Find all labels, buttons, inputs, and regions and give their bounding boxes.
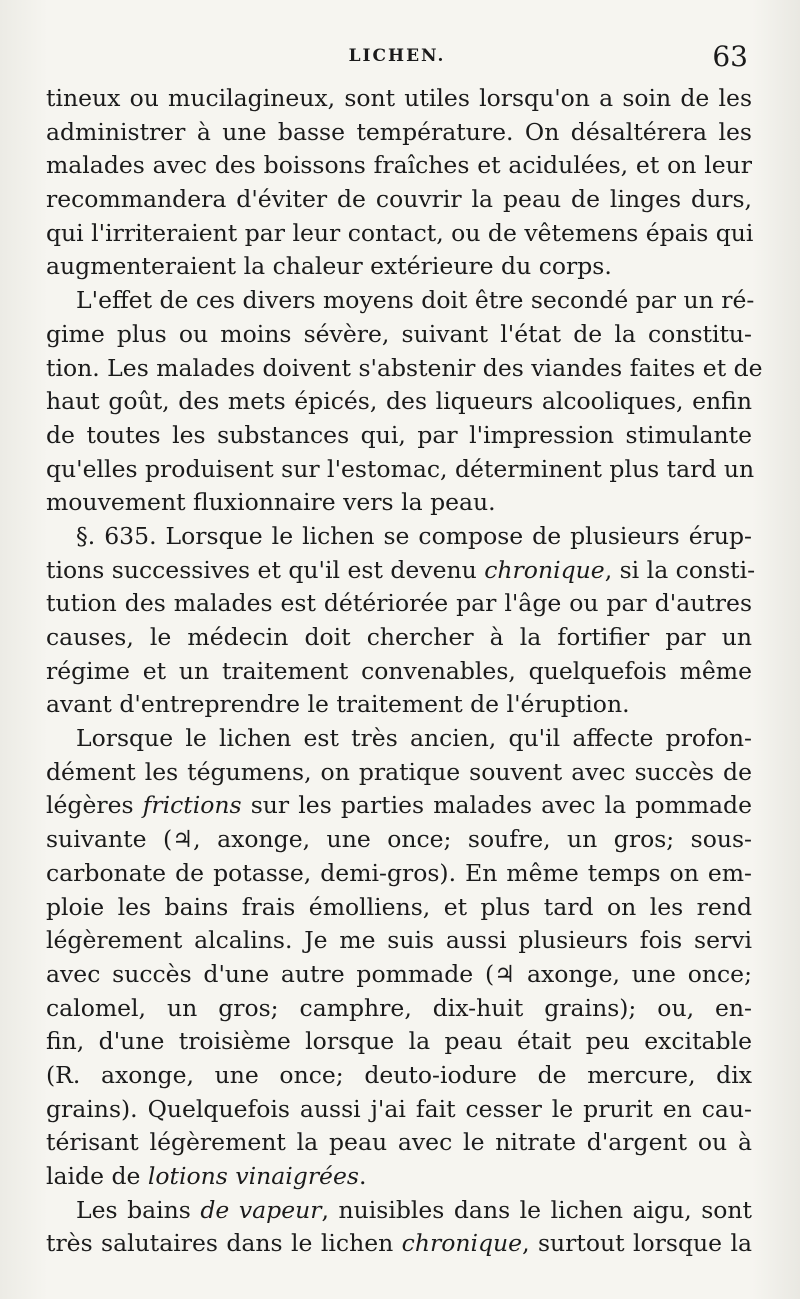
paragraph-2 [46, 284, 763, 520]
text-line: légèrement alcalins. Je me suis aussi plusieurs fois servi [46, 926, 752, 955]
text-line: grains). Quelquefois aussi j'ai fait cesser le prurit en cau- [46, 1094, 752, 1123]
paragraph-3 [46, 520, 756, 722]
text-line: avant d'entreprendre le traitement de l'éruption. [46, 690, 630, 719]
text-line: Lorsque le lichen est très ancien, qu'il affecte profon- [76, 724, 752, 753]
page-header [46, 40, 748, 80]
text-line: qui l'irriteraient par leur contact, ou de vêtemens épais qui [46, 218, 754, 247]
text-line: dément les tégumens, on pratique souvent avec succès de [46, 757, 752, 786]
text-line: tion. Les malades doivent s'abstenir des viandes faites et de [46, 353, 763, 382]
paragraph-1 [46, 82, 752, 284]
text-line: tution des malades est détériorée par l'âge ou par d'autres [46, 589, 752, 618]
page-number: 63 [712, 40, 748, 73]
paragraph-5 [46, 1194, 752, 1261]
text-line: de toutes les substances qui, par l'impression stimulante [46, 420, 752, 449]
text-line: malades avec des boissons fraîches et acidulées, et on leur [46, 151, 752, 180]
text-line: très salutaires dans le lichen chronique, surtout lorsque la [46, 1229, 752, 1258]
text-line: régime et un traitement convenables, quelquefois même [46, 656, 752, 685]
text-line: térisant légèrement la peau avec le nitrate d'argent ou à [46, 1128, 752, 1157]
text-line: tions successives et qu'il est devenu chronique, si la consti- [46, 555, 756, 584]
paragraph-4 [46, 722, 752, 1194]
text-line: recommandera d'éviter de couvrir la peau de linges durs, [46, 185, 752, 214]
text-line: augmenteraient la chaleur extérieure du corps. [46, 252, 612, 281]
text-line: §. 635. Lorsque le lichen se compose de plusieurs érup- [76, 521, 752, 550]
text-line: carbonate de potasse, demi-gros). En même temps on em- [46, 858, 752, 887]
text-line: tineux ou mucilagineux, sont utiles lorsqu'on a soin de les [46, 84, 752, 112]
text-line: légères frictions sur les parties malades avec la pommade [46, 791, 752, 820]
text-line: administrer à une basse température. On désaltérera les [46, 117, 752, 146]
text-line: suivante (♃, axonge, une once; soufre, un gros; sous- [46, 825, 752, 854]
text-line: fin, d'une troisième lorsque la peau était peu excitable [46, 1027, 752, 1056]
text-line: mouvement fluxionnaire vers la peau. [46, 488, 496, 517]
body-text [46, 82, 763, 1261]
text-line: Les bains de vapeur, nuisibles dans le lichen aigu, sont [76, 1195, 752, 1224]
text-line: causes, le médecin doit chercher à la fortifier par un [46, 623, 752, 651]
text-line: L'effet de ces divers moyens doit être secondé par un ré- [76, 286, 755, 315]
text-line: qu'elles produisent sur l'estomac, déterminent plus tard un [46, 454, 755, 483]
running-title: LICHEN. [348, 46, 446, 66]
text-line: calomel, un gros; camphre, dix-huit grains); ou, en- [46, 993, 752, 1022]
text-line: haut goût, des mets épicés, des liqueurs alcooliques, enfin [46, 387, 752, 416]
text-line: laide de lotions vinaigrées. [46, 1162, 367, 1190]
text-line: gime plus ou moins sévère, suivant l'état de la constitu- [46, 319, 752, 348]
text-line: (R. axonge, une once; deuto-iodure de mercure, dix [46, 1060, 752, 1089]
text-line: avec succès d'une autre pommade (♃ axonge, une once; [46, 959, 752, 988]
text-line: ploie les bains frais émolliens, et plus tard on les rend [46, 892, 752, 921]
